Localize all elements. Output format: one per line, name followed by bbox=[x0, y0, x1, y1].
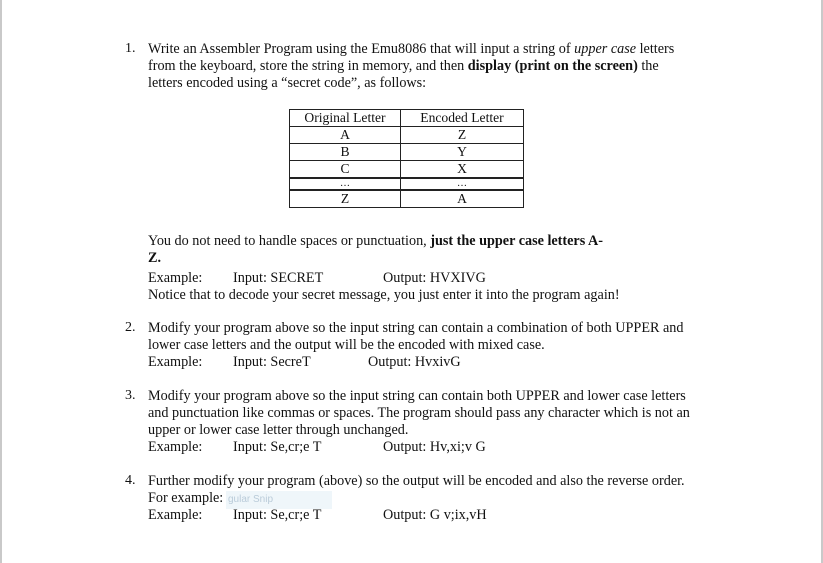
q1-example-output: Output: HVXIVG bbox=[383, 270, 486, 286]
table-cell: Z bbox=[290, 190, 401, 208]
question-3-line-1: Modify your program above so the input string can contain both UPPER and lower case letters bbox=[148, 388, 686, 404]
table-cell: … bbox=[290, 178, 401, 190]
question-4-line-2: For example: bbox=[148, 490, 224, 506]
q2-example-label: Example: bbox=[148, 354, 203, 370]
question-3-line-3: upper or lower case letter through unchanged. bbox=[148, 422, 409, 438]
table-cell: A bbox=[290, 127, 401, 144]
q2-example-output: Output: HvxivG bbox=[368, 354, 461, 370]
q1-line2-a: from the keyboard, store the string in memory, and then bbox=[148, 58, 468, 74]
table-cell: … bbox=[401, 178, 524, 190]
question-2-line-1: Modify your program above so the input string can contain a combination of both UPPER and bbox=[148, 320, 684, 336]
question-3-number: 3. bbox=[125, 388, 136, 403]
table-cell: B bbox=[290, 144, 401, 161]
question-4-line-1: Further modify your program (above) so the output will be encoded and also the reverse order. bbox=[148, 473, 685, 489]
table-cell: C bbox=[290, 161, 401, 179]
question-1-line-3: letters encoded using a “secret code”, as follows: bbox=[148, 75, 427, 91]
q1-note-a: You do not need to handle spaces or punctuation, bbox=[148, 233, 431, 249]
q4-example-input: Input: Se,cr;e T bbox=[233, 507, 322, 523]
table-row bbox=[290, 190, 524, 208]
q3-example-output: Output: Hv,xi;v G bbox=[383, 439, 486, 455]
question-2-number: 2. bbox=[125, 320, 136, 335]
q1-example-input: Input: SECRET bbox=[233, 270, 324, 286]
table-cell: A bbox=[401, 190, 524, 208]
table-cell: Z bbox=[401, 127, 524, 144]
question-1-line-1 bbox=[148, 41, 674, 58]
table-row bbox=[290, 178, 524, 190]
q3-example-input: Input: Se,cr;e T bbox=[233, 439, 322, 455]
table-row bbox=[290, 144, 524, 161]
q1-notice: Notice that to decode your secret message, you just enter it into the program again! bbox=[148, 287, 620, 303]
table-row bbox=[290, 161, 524, 179]
table-header-original: Original Letter bbox=[290, 110, 401, 127]
q1-note-bold: just the upper case letters A- bbox=[430, 233, 603, 249]
table-header-encoded: Encoded Letter bbox=[401, 110, 524, 127]
question-1-line-2 bbox=[148, 58, 659, 75]
q1-line1-c: letters bbox=[636, 41, 675, 57]
page-left-border bbox=[0, 0, 2, 563]
q1-note-line-1 bbox=[148, 233, 603, 250]
q1-line1-a: Write an Assembler Program using the Emu8086 that will input a string of bbox=[148, 41, 575, 57]
q1-line2-c: the bbox=[637, 58, 659, 74]
question-3-line-2: and punctuation like commas or spaces. The program should pass any character which is not an bbox=[148, 405, 690, 421]
q1-example-label: Example: bbox=[148, 270, 203, 286]
table-cell: X bbox=[401, 161, 524, 179]
q1-line1-italic: upper case bbox=[574, 41, 637, 57]
table-row bbox=[290, 127, 524, 144]
q2-example-input: Input: SecreT bbox=[233, 354, 311, 370]
q3-example-label: Example: bbox=[148, 439, 203, 455]
table-cell: Y bbox=[401, 144, 524, 161]
table-header-row bbox=[290, 110, 524, 127]
q4-example-label: Example: bbox=[148, 507, 203, 523]
encoding-table bbox=[289, 109, 524, 208]
q1-line2-bold: display (print on the screen) bbox=[467, 58, 638, 74]
q1-note-line-2: Z. bbox=[148, 250, 162, 266]
q4-example-output: Output: G v;ix,vH bbox=[383, 507, 487, 523]
question-2-line-2: lower case letters and the output will be the encoded with mixed case. bbox=[148, 337, 545, 353]
question-1-number: 1. bbox=[125, 41, 136, 56]
rectangular-snip-overlay: gular Snip bbox=[226, 491, 332, 509]
question-4-number: 4. bbox=[125, 473, 136, 488]
